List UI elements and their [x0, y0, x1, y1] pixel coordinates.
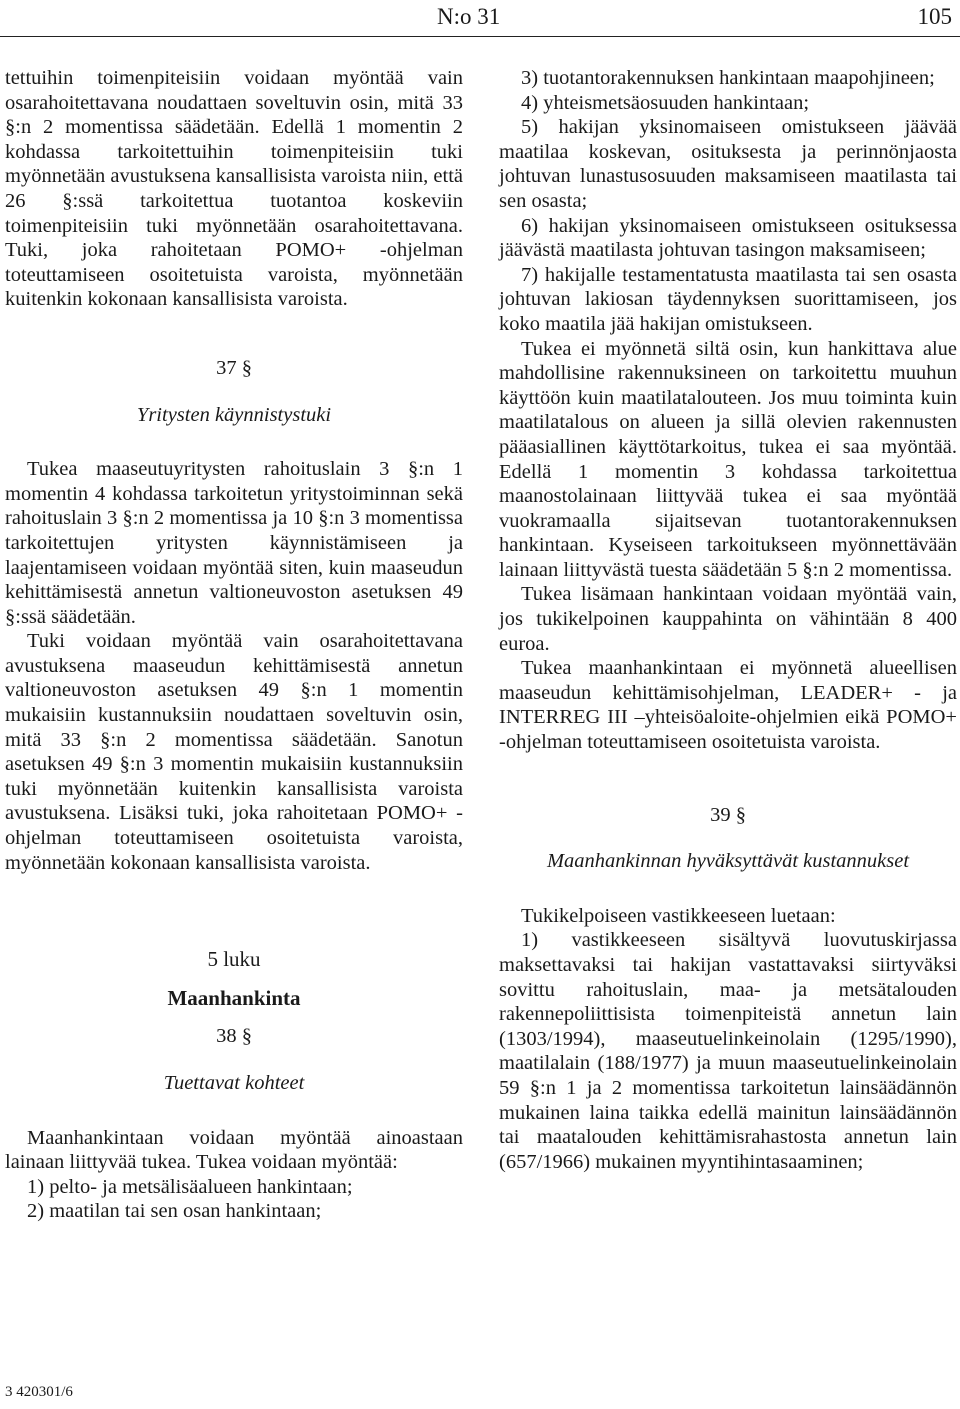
left-column: [5, 66, 463, 1224]
paragraph: Maanhankintaan voidaan myöntää ainoastaan lainaan liittyvää tukea. Tukea voidaan myöntää:: [5, 1126, 463, 1174]
list-item: 3) tuotantorakennuksen hankintaan maapohjineen;: [521, 67, 935, 89]
section-heading: Maanhankinnan hyväksyttävät kustannukset: [546, 850, 910, 873]
paragraph: Tukea lisämaan hankintaan voidaan myöntää vain, jos tukikelpoinen kauppahinta on vähintään 8 400 euroa.: [499, 583, 957, 655]
header-rule: [0, 36, 960, 37]
list-item: 7) hakijalle testamentatusta maatilasta tai sen osasta johtuvan lakiosan täydennyksen suorittamiseen, jos koko maatila jää hakijan omistukseen.: [499, 263, 957, 335]
right-column: [499, 66, 957, 1174]
issue-number: N:o 31: [437, 4, 501, 29]
paragraph: Tukikelpoiseen vastikkeeseen luetaan:: [521, 904, 836, 927]
print-signature: 3 420301/6: [5, 1384, 73, 1400]
section-heading: Tuettavat kohteet: [163, 1072, 305, 1094]
list-item: 1) pelto- ja metsälisäalueen hankintaan;: [27, 1175, 353, 1198]
paragraph: Tukea maaseutuyritysten rahoituslain 3 §:n 1 momentin 4 kohdassa tarkoitetun yritystoiminnan sekä rahoituslain 3 §:n 2 momentissa ja 10 §:n 3 momentissa tarkoitettujen yritysten käynnistämiseen ja laajentamiseen voidaan myöntää siten, kuin maaseudun kehittämisestä annetun valtioneuvoston asetuksen 49 §:ssä säädetään.: [5, 458, 463, 628]
chapter-number: 5 luku: [207, 947, 261, 972]
paragraph: Tuki voidaan myöntää vain osarahoitettavana avustuksena maaseudun kehittämisestä annetun valtioneuvoston asetuksen 49 §:n 1 momentin mukaisiin kustannuksiin noudattaen soveltuvin osin, mitä 33 §:n 2 momentissa säädetään. Sanotun asetuksen 49 §:n 3 momentin mukaisiin kustannuksiin tuki myönnetään kuitenkin kansallisista varoista avustuksena. Lisäksi tuki, joka rahoitetaan POMO+ -ohjelman toteuttamiseen osoitetuista varoista, myönnetään kokonaan kansallisista varoista.: [5, 630, 463, 874]
list-item: 2) maatilan tai sen osan hankintaan;: [27, 1200, 322, 1223]
section-heading: Yritysten käynnistystuki: [136, 403, 332, 426]
section-number: 39 §: [710, 803, 746, 826]
section-number: 38 §: [216, 1025, 252, 1048]
paragraph: tettuihin toimenpiteisiin voidaan myöntää vain osarahoitettavana noudattaen soveltuvin osin, mitä 33 §:n 2 momentissa säädetään. Edellä 1 momentin 2 kohdassa tarkoitettuihin toimenpiteisiin tuki myönnetään avustuksena kansallisista varoista niin, että 26 §:ssä tarkoitettua tuotantoa koskeviin toimenpiteisiin tuki myönnetään osarahoitettavana. Tuki, joka rahoitetaan POMO+ -ohjelman toteuttamiseen osoitetuista varoista, myönnetään kuitenkin kokonaan kansallisista varoista.: [5, 67, 463, 311]
paragraph: Tukea maanhankintaan ei myönnetä alueellisen maaseudun kehittämisohjelman, LEADER+ - ja INTERREG III –yhteisöaloite-ohjelmien eikä POMO+ -ohjelman toteuttamiseen osoitetuista varoista.: [499, 657, 957, 754]
chapter-title: Maanhankinta: [167, 985, 301, 1010]
page-number: 105: [917, 4, 952, 29]
section-number: 37 §: [216, 356, 252, 379]
list-item: 5) hakijan yksinomaiseen omistukseen jäävää maatilaa koskevan, osituksesta ja perinnönjaosta johtuvan lunastusosuuden maksamiseen maatilasta tai sen osasta;: [499, 116, 957, 212]
list-item: 1) vastikkeeseen sisältyvä luovutuskirjassa maksettavaksi tai hakijan vastattavaksi siirtyväksi sovittu rahoituslain, maa- ja metsätalouden rakennepoliittisista toimenpiteistä annetun lain (1303/1994), maaseutuelinkeinolain (1295/1990), maatilalain (188/1977) ja muun maaseutuelinkeinolain 59 §:n 1 ja 2 momentissa tarkoitetun lainsäädännön mukainen laina taikka edellä mainitun lainsäädännön tai maatalouden kehittämisrahastosta annetun lain (657/1966) mukainen myyntihintasaaminen;: [499, 929, 957, 1173]
list-item: 4) yhteismetsäosuuden hankintaan;: [521, 91, 810, 114]
list-item: 6) hakijan yksinomaiseen omistukseen osituksessa jäävästä maatilasta johtuvan tasingon maksamiseen;: [499, 214, 957, 262]
paragraph: Tukea ei myönnetä siltä osin, kun hankittava alue mahdollisine rakennuksineen on tarkoitettu muuhun käyttöön kuin maatilatalouteen. Jos muu toiminta kuin maatilatalous on alueen ja sillä olevien rakennusten pääasiallinen käyttötarkoitus, tukea ei saa myöntää. Edellä 1 momentin 3 kohdassa tarkoitettua maanostolainaan liittyvää tukea ei saa myöntää vuokramaalla sijaitsevan tuotantorakennuksen hankintaan. Kyseiseen tarkoitukseen myönnettävään lainaan liittyvästä tuesta säädetään 5 §:n 2 momentissa.: [499, 337, 957, 581]
